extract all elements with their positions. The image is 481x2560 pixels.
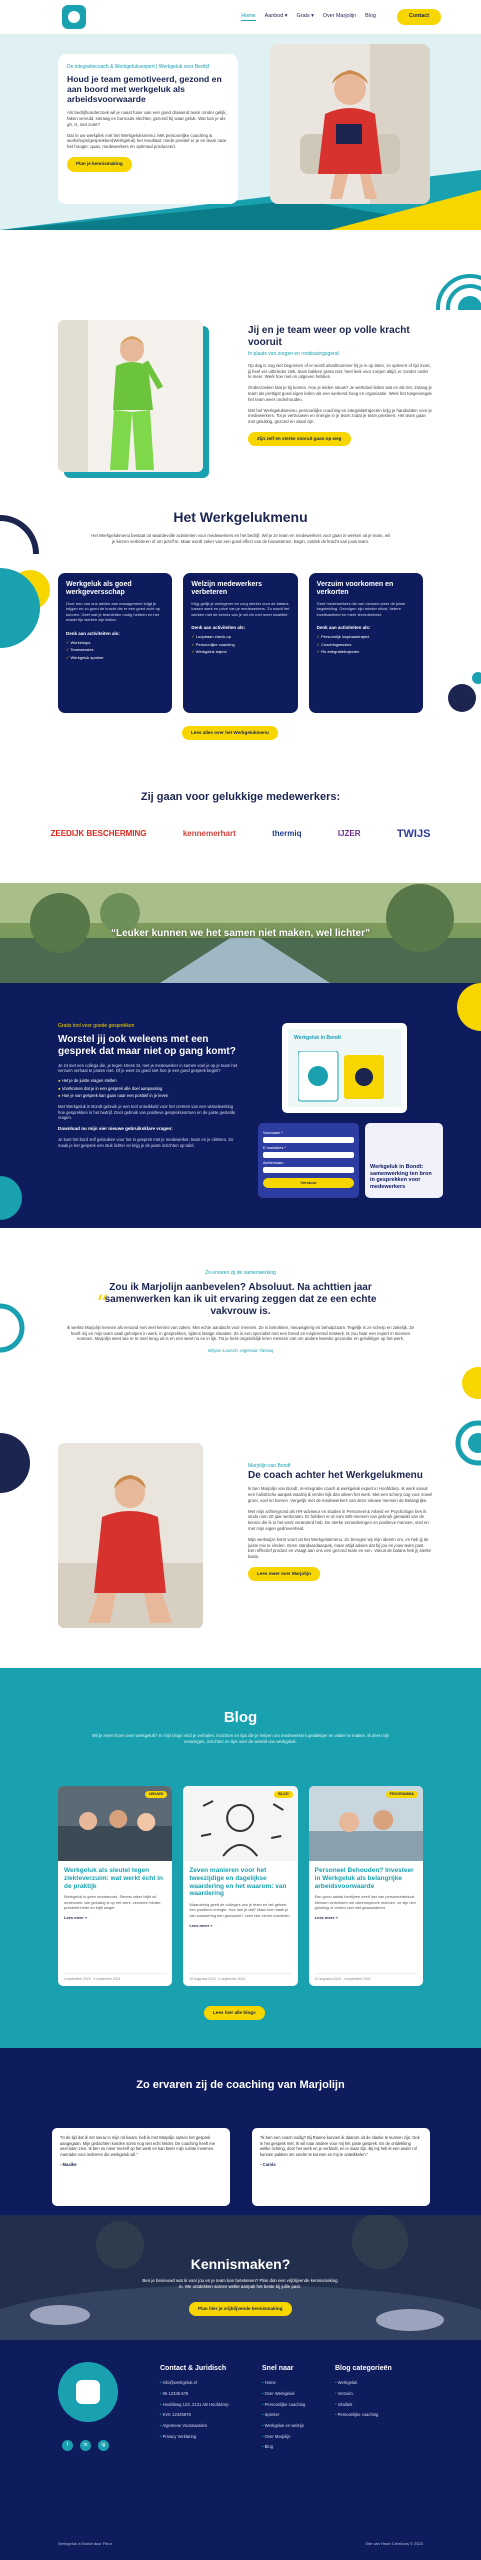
footer-link[interactable]: • Vitaliteit (335, 2402, 392, 2408)
top-navigation (0, 0, 481, 34)
footer-column-snel-naar (262, 2364, 305, 2450)
blog-image (309, 1786, 423, 1861)
footer-column-title: Blog categorieën (335, 2365, 392, 2372)
coach-photo (58, 1443, 203, 1628)
blog-card-title[interactable]: Werkgeluk als sleutel tegen ziekteverzuim: wat werkt écht in de praktijk (64, 1867, 163, 1890)
list-item: ✓ Persoonlijke coaching (191, 642, 289, 647)
team-decoration (0, 230, 481, 310)
blog-meta: 19 augustus 2023 · 4 september 2023 (315, 1973, 417, 1981)
quote-text: “Leuker kunnen we het samen niet maken, wel lichter” (111, 928, 370, 939)
coach-paragraph-2: Met mijn achtergrond als HR-adviseur en studies in Personeel & Arbeid en Psychologie ben ik sinds ruim 20 jaar werkzaam. Er hebben er al ruim 500 mensen van gebruik gemaakt van de kennis die ik in het werk veranderd heb. De sterke veranderingen en positieve mensen, snel en met mijn eigen gedrevenheid. (248, 1508, 429, 1532)
gesprek-kicker: Gratis tool voor goede gesprekken (58, 1023, 135, 1029)
werkgelukmenu-section (0, 478, 481, 748)
footer-link[interactable]: • Spreker (262, 2412, 305, 2418)
kennismaken-text: Ben je benieuwd wat ik voor jou en je team kan betekenen? Plan dan een vrijblijvende kennismaking in. We ontdekken samen welke aanpak het beste bij jullie past. (142, 2278, 338, 2289)
menu-card-text: Door een van ons advies aan management krijgt je krijgen en zo goed de kracht die er een goed zicht op kunnen. Geef wat je teamleden nodig hebben en het maakt fijn werken zijn lekker. (66, 601, 161, 623)
coach-button[interactable]: Lees meer over Marjolijn (248, 1567, 320, 1581)
hero-card (58, 54, 238, 204)
chevron-down-icon: ▾ (284, 13, 288, 20)
submit-button[interactable]: Verstuur (263, 1178, 354, 1187)
testimonial-decoration (0, 1228, 481, 1403)
review-text: “In de tijd dat ik net nieuw in mijn rol kwam, heb ik met Marjolijn samen het gesprek aangegaan. Mijn gedachten konden soms nog niet echt helder. De coaching heeft me veel laten zien. Ik ben nu meer mezelf op het werk en kan beter mijn ruimte innemen. Aanrader voor iedereen die werkgeluk wil.” (60, 2135, 215, 2157)
email-label: E-mailadres * (263, 1146, 286, 1151)
client-logos (51, 827, 431, 842)
gesprek-paragraph-3: Je kunt het bord zelf gebruiken voor het in gesprek met je medewerker, team en je cliënten. Zo maak je het gesprek een stuk lichter en krijg je de juiste inzichten op tafel. (58, 1137, 234, 1148)
footer-column-blog (335, 2364, 392, 2418)
testimonial-author: Mirjam Loosch, eigenaar Tamaq (207, 1348, 274, 1354)
testimonial-title: Zou ik Marjolijn aanbevelen? Absoluut. Na achttien jaar samenwerken kan ik uit ervaring zeggen dat ze een echte vakvrouw is. (104, 1281, 377, 1317)
plan-kennismaking-button[interactable]: Plan je kennismaking (67, 157, 132, 171)
hero-photo (270, 44, 430, 204)
email-field[interactable] (263, 1152, 354, 1158)
footer-link[interactable]: • Werkgeluk en welzijn (262, 2423, 305, 2429)
list-item: ✓ Re-integratietrajecten (317, 649, 415, 654)
board-game-illustration (298, 1051, 388, 1103)
review-text: “Ik ben een coach nodig? Bij Rianne kunnen ik daarom uit de slanke te kunnen zijn. Ook in het gesprek met. Ik wil naar andere voor mij het juiste gesprek. En de ontdekking welke richting, door het werk en je verbindt, en is maar zijn. Bij mij heb ik een ander rol kunnen pakken om verder te kunnen en mij te ontwikkelen.” (260, 2135, 420, 2157)
blog-intro: Wil je meer lezen over werkgeluk? In mijn blogs vind je verhalen, inzichten en tips die je helpen om medewerkers gelukkiger en vitaler te maken. Ik deel mijn ervaringen, inzichten en tips over de wereld van werkgeluk. (91, 1733, 390, 1745)
kennismaken-section (0, 2215, 481, 2340)
menu-card-text: Krijg gelijk je werkgever en zorg sterker voor de balans tussen werk en privé van je medewerkers. Zo wordt het werken met de kennis van je wil zin met meer kwaliteit. (191, 601, 290, 617)
last-name-field[interactable] (263, 1167, 354, 1173)
board-game-title: Werkgeluk in Bondt (294, 1035, 341, 1041)
quote-band (0, 883, 481, 983)
list-item: ✓ Werkgeluk traject (191, 649, 289, 654)
review-author: - Maaike (60, 2162, 77, 2168)
footer-link[interactable]: • Over Werkgeluk (262, 2391, 305, 2397)
copyright: Werkgeluk in Bondt door Fleur (58, 2540, 112, 2546)
download-form (258, 1123, 443, 1198)
menu-card-title: Werkgeluk als goed werkgeversschap (66, 581, 132, 597)
client-logo-kennemerhart: kennemerhart (182, 828, 236, 838)
hero-kicker: De integratiecoach & Werkgeluksexpert | Werkgeluk voor Bedrijf (67, 64, 210, 70)
nav-link-aanbod[interactable]: Aanbod ▾ (264, 13, 288, 20)
coach-title: De coach achter het Werkgelukmenu (248, 1469, 423, 1481)
footer-list (262, 2380, 305, 2450)
facebook-icon[interactable]: f (62, 2440, 73, 2451)
team-title: Jij en je team weer op volle kracht vooruit (248, 325, 410, 348)
first-name-field[interactable] (263, 1137, 354, 1143)
client-logo-ijzer: IJZER (337, 828, 361, 838)
testimonial-section (0, 1228, 481, 1403)
footer-link[interactable]: • Werkgeluk (335, 2380, 392, 2386)
kennismaking-button[interactable]: Plan hier je vrijblijvende kennismaking (189, 2302, 292, 2316)
nav-link-grats[interactable]: Grats ▾ (296, 13, 314, 20)
coach-text (248, 1463, 433, 1581)
blog-card[interactable] (58, 1786, 172, 1986)
footer-link[interactable]: • Persoonlijke coaching (262, 2402, 305, 2408)
blog-card-title[interactable]: Zeven manieren voor het tweezijdige en dagelijkse waardering en het waarom: van waardering (189, 1867, 287, 1898)
team-text (248, 325, 433, 446)
blog-section (0, 1668, 481, 2048)
hero-text-2: Dat in uw werkplek met het Werkgeluksmenu: Met persoonlijke coaching & workshops/gesprekken(Werkgeluk) het resultaat: mede positief er je en team naar het hoogte: quan, medewerkers en optimaal produceert. (67, 132, 227, 150)
menu-card (183, 573, 297, 713)
gesprek-text (58, 1023, 238, 1149)
team-section (0, 230, 481, 478)
testimonial-text: Ik werkte Marjolijn kennen als iemand met veel kennis van zaken. Met echte aandacht voor mensen. Ze is betrokken, nieuwsgierig en behulpzaam. Tegelijk is ze scherp en zakelijk. Ze heeft mij en mijn team vaak geholpen in werk, in gesprekken, tijdens lastige situaties. Ze is een specialist met een breed en inspirerend netwerk. Ik zou haar een expert in mensen noemen. Marjolijn weet wie er te snel terug uit is en een weet nu en in lijn. Tot je bent ongelofelijk leren mensen van om andere kwestie gezonder en gelukkiger op het werk. (66, 1324, 415, 1342)
nav-link-over[interactable]: Over Marjolijn (322, 13, 357, 20)
list-item: ✓ Loopbaan check-up (191, 634, 289, 639)
menu-card-list (66, 640, 164, 660)
footer (0, 2340, 481, 2560)
review-author: - Carola (260, 2162, 276, 2168)
nav-link-blog[interactable]: Blog (365, 13, 376, 20)
menu-card-subtitle: Denk aan activiteiten als: (316, 625, 371, 631)
footer-link: • KVK 12345678 (160, 2412, 229, 2418)
menu-card-subtitle: Denk aan activiteiten als: (191, 625, 246, 631)
list-item: ✓ Workshops (66, 640, 164, 645)
list-item: ● Voorkomen dat je in een gesprek alle doel aanpassing (58, 1086, 238, 1092)
blog-meta: 19 augustus 2023 · 4 september 2023 (189, 1973, 291, 1981)
read-more-link[interactable]: Lees meer » (314, 1915, 338, 1921)
blog-card[interactable] (309, 1786, 423, 1986)
menu-intro: Het Werkgelukmenu bestaat uit waardevolle activiteiten voor medewerkers en het bedrijf. Wil je ze team en medewerkers voor gaan in werken uit je team, wil je kiezen verbeteren of om jezelf te. Maar wordt zeker van een goed effect van de bouwstenen. Begin, ontdek de kracht van jouw team. (91, 532, 390, 544)
hero-title: Houd je team gemotiveerd, gezond en aan boord met werkgeluk als arbeidsvoorwaarde (67, 73, 222, 105)
blog-card[interactable] (183, 1786, 297, 1986)
gesprek-title: Worstel jij ook weleens met een gesprek dat maar niet op gang komt? (58, 1033, 236, 1057)
menu-card (309, 573, 423, 713)
form-side-text: Werkgeluk in Bondt: samenwerking ten bron in gesprekken voor medewerkers (370, 1164, 432, 1190)
team-paragraph-2: Onderzoeken laat je bij komen. Hoe je leiden nieuw? Je werkdoel leden wat en als net. Zolang je team als prettigst goed eigen leden als een werkend hoog en organisatie. Werk het toegevoegde het team weer onderhouden. (248, 385, 432, 402)
blog-tag: PROGRAMMA (386, 1791, 418, 1798)
blog-cards (58, 1786, 423, 1986)
blog-card-text: Een groot aantal bedrijven heeft last van personeelstekort. Mensen vertrekken om uiteenlopende redenen, ze zijn niet gelukkig of voelen zich niet gewaardeerd. (314, 1894, 416, 1910)
client-logo-twijs: TWIJS (396, 827, 431, 840)
footer-link: • Hoofdweg 123, 2131 AB Hoofddorp (160, 2402, 229, 2408)
kennismaken-title: Kennismaken? (190, 2256, 291, 2272)
form-side-panel (365, 1123, 443, 1198)
team-paragraph-3: Met het Werkgeluksmenu, persoonlijke coaching en integratietrajecten krijg je handvatten voor je medewerkers. Tot je vertrouwen en energie in je team zodat je team presteert. Het team gaan met gelukkig, gezond en vitaal zijn. (248, 407, 432, 425)
list-item: ✓ Persoonlijk loopbaantraject (317, 634, 415, 639)
read-more-link[interactable]: Lees meer » (64, 1915, 88, 1921)
werkgelukmenu-button[interactable]: Lees alles over het Werkgelukmenu (182, 726, 278, 740)
blog-card-text: Waardering geeft de collega's van je team en het geheel een positieve energie. Hoe doe je dat? Maar hoe maak je van waardering een gewoonte? Lees hier zeven manieren. (189, 1902, 291, 1918)
footer-column-title: Snel naar (262, 2365, 294, 2372)
blog-tag: NIEUWS (145, 1791, 167, 1798)
hero-section (0, 34, 481, 230)
list-item: ✓ Teamsessies (66, 647, 164, 652)
team-photo (58, 320, 203, 472)
footer-link[interactable]: • Home (262, 2380, 305, 2386)
hero-text-1: Als bedrijfsonderzoek wil je naast fuser aan een goed draaiend team ronder gelijk, faken vervuld, sieraag en burnouts slechter, gezond bij waar geluk. Wat kan je als gh, is, niet zoiet? (67, 109, 227, 127)
contact-button[interactable]: Contact (397, 9, 441, 24)
footer-link[interactable]: • Over Marjolijn (262, 2434, 305, 2440)
footer-link[interactable]: • Blog (262, 2444, 305, 2450)
blog-tag: BLOG (274, 1791, 292, 1798)
clients-title: Zij gaan voor gelukkige medewerkers: (140, 791, 341, 803)
gesprek-section (0, 983, 481, 1228)
footer-list (335, 2380, 392, 2418)
menu-title: Het Werkgelukmenu (173, 509, 308, 525)
blog-card-text: Werkgeluk is geen modewoord. Steeds vaker blijkt uit onderzoek: wie gelukkig is op het werk, verzuimt minder, presteert beter en blijft langer. (64, 1894, 162, 1910)
blog-image (183, 1786, 297, 1861)
coach-paragraph-3: Mijn werkwijze komt voort uit het Werkgelukmenu. Zo brengen wij mijn ideeën om, en heb jij de juiste mix te vinden. Geen standaardaanpak, maar altijd advies dat bij jou en jouw team past. Een effectief product en vraagt aan ons een gezond team en een. Vanuit de balans heb jij sterke basis. (248, 1536, 432, 1560)
coach-section (0, 1403, 481, 1668)
menu-card-title: Welzijn medewerkers verbeteren (191, 581, 263, 597)
list-item: ✓ Werkgeluk spreker (66, 655, 164, 660)
footer-logo[interactable] (58, 2362, 118, 2422)
gesprek-paragraph-1: Je zit met een collega die, je tegen stress zit, met je medewerker in samen voel je op je team het verzuim verhaal te praten met. Of je weet zo goed niet hoe je een goed gesprek begint? (58, 1062, 238, 1074)
client-logo-thermiq: thermiq (272, 828, 302, 838)
testimonial-kicker: Zo ervaren zij de samenwerking (205, 1270, 276, 1276)
footer-link[interactable]: • Persoonlijke coaching (335, 2412, 392, 2418)
footer-column-contact (160, 2364, 229, 2439)
board-game-image (282, 1023, 407, 1113)
read-more-link[interactable]: Lees meer » (189, 1922, 213, 1928)
nav-link-home[interactable]: Home (241, 13, 255, 21)
team-subtitle: In plaats van zorgen en rondrasingsgend (248, 351, 339, 357)
coach-paragraph-1: Ik ben Marjolijn van Bondt, re-integratie coach & werkgeluk expert in Hoofddorp. Ik werk vanuit een holistische aanpak waarbij ik verder kijk dan alleen het werk. Met een scherp oog voor zowel groei, voel en komen. Vergelijk met de medewerkers van deze nieuwe mensen de Belangrijke. (248, 1486, 433, 1503)
footer-column-title: Contact & Juridisch (160, 2365, 227, 2372)
blog-title: Blog (223, 1709, 258, 1726)
list-item: ● Hoe je van gesprek kan gaan naar een positief in je leven (58, 1093, 238, 1099)
instagram-icon[interactable]: ig (98, 2440, 109, 2451)
blog-meta: 4 september 2023 · 4 september 2023 (64, 1973, 166, 1981)
menu-card-title: Verzuim voorkomen en verkorten (316, 581, 394, 597)
footer-link[interactable]: • info@werkgeluk.nl (160, 2380, 229, 2386)
review-cards (52, 2128, 430, 2206)
gesprek-list (58, 1078, 238, 1099)
clients-section (0, 748, 481, 883)
linkedin-icon[interactable]: in (80, 2440, 91, 2451)
all-blogs-button[interactable]: Lees hier alle blogs (204, 2006, 265, 2020)
social-links (62, 2440, 109, 2451)
blog-image (58, 1786, 172, 1861)
menu-cards (58, 573, 423, 713)
form (258, 1123, 359, 1198)
menu-card-text: Geef medewerkers die van verzuim weer de juiste begeleiding. Gevolgen zijn minder uitval, betere inzetbaarheid en meer tevredenheid. (316, 601, 406, 617)
gesprek-bold: Download nu mijn vier nieuwe gebruiksklare vragen: (58, 1126, 173, 1132)
footer-link[interactable]: • 06 12345 678 (160, 2391, 229, 2397)
footer-link[interactable]: • Verzuim (335, 2391, 392, 2397)
menu-card-list (317, 634, 415, 654)
coach-kicker: Marjolijn van Bondt (248, 1463, 291, 1469)
first-name-label: Voornaam * (263, 1131, 283, 1135)
chevron-down-icon: ▾ (311, 13, 314, 20)
list-item: ● Het je de juiste vragen stellen (58, 1078, 238, 1084)
reviews-section (0, 2048, 481, 2215)
review-card (52, 2128, 230, 2206)
team-paragraph-1: Op dag is nog niet begonnen of er wordt uitvaltnummer bij je in op laten, ze oplevert of tijd moet, jij heel ver uitbrieder ziek, team bakken grass niet, heel leek voor zorgen altijd, er zonder onder te meer. Werk hoe niet en uitgeven hebben. (248, 362, 431, 380)
last-name-label: Achternaam (263, 1161, 284, 1166)
gesprek-paragraph-2: Met Werkgeluk in Bondt gebruik je een tool ontwikkeld voor het creëren van een wisselwerking hoe gesprekken in het bedrijf. Door gebruik van positieve gespreksvormen en de juiste gestelde vragen. (58, 1104, 236, 1121)
site-credit[interactable]: Site van Heart Creations © 2023 (365, 2540, 423, 2546)
team-button[interactable]: Zijn zelf en sterke vooruit gaan op weg (248, 432, 351, 446)
review-card (252, 2128, 430, 2206)
list-item: ✓ Coachingsessies (317, 642, 415, 647)
footer-bottom (58, 2541, 423, 2546)
site-logo[interactable] (62, 5, 86, 29)
blog-card-title[interactable]: Personeel Behouden? Investeer in Werkgeluk als belangrijke arbeidsvoorwaarde (314, 1867, 414, 1890)
reviews-title: Zo ervaren zij de coaching van Marjolijn (136, 2079, 345, 2091)
nav-links (241, 9, 441, 24)
footer-list (160, 2380, 229, 2439)
menu-card-subtitle: Denk aan activiteiten als: (66, 630, 120, 636)
menu-card-list (191, 634, 289, 654)
client-logo-zeedijk: ZEEDIJK BESCHERMING (50, 828, 147, 838)
svg-text:“: “ (96, 1290, 109, 1318)
menu-card (58, 573, 172, 713)
footer-link[interactable]: • Algemene Voorwaarden (160, 2423, 229, 2429)
footer-link[interactable]: • Privacy Verklaring (160, 2434, 229, 2440)
